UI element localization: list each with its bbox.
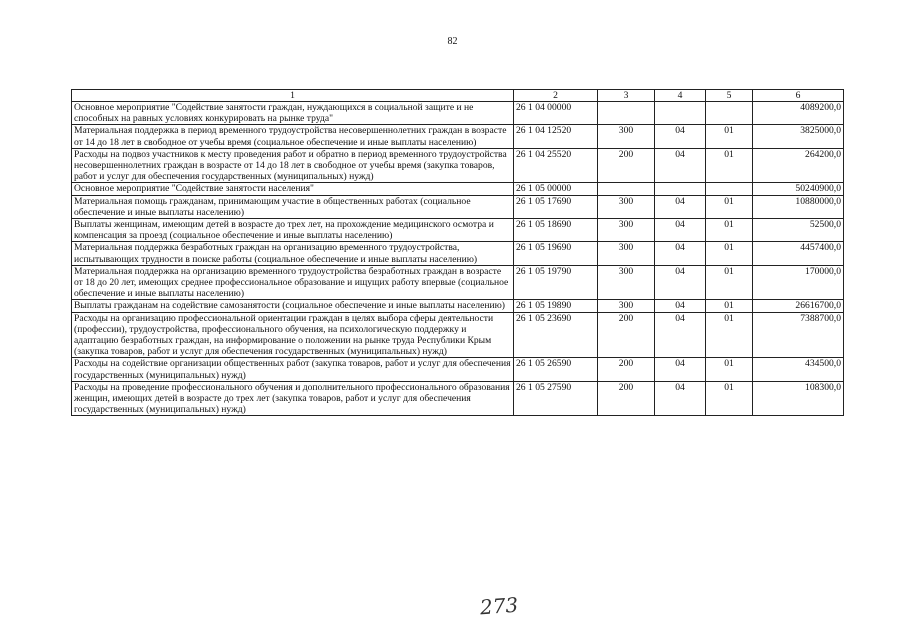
cell-name: Расходы на организацию профессиональной ориентации граждан в целях выбора сферы деятельности (профессии), трудоустройства, профессионального обучения, на психологическую поддержку и адаптацию безработных граждан, на информирование о положении на рынке труда Республики Крым (закупка товаров, работ и услуг для обеспечения государственных (муниципальных) нужд): [72, 312, 514, 358]
cell-col4: 04: [655, 219, 706, 242]
cell-col5: 01: [706, 381, 753, 416]
cell-col5: 01: [706, 195, 753, 218]
cell-code: 26 1 05 23690: [514, 312, 598, 358]
cell-code: 26 1 05 19890: [514, 300, 598, 312]
table-row: [72, 195, 844, 218]
cell-col4: 04: [655, 242, 706, 265]
cell-name: Материальная поддержка безработных граждан на организацию временного трудоустройства, испытывающих трудности в поиске работы (социальное обеспечение и иные выплаты населению): [72, 242, 514, 265]
column-header: 4: [655, 90, 706, 102]
cell-code: 26 1 04 12520: [514, 125, 598, 148]
cell-amount: 4457400,0: [753, 242, 844, 265]
cell-code: 26 1 05 18690: [514, 219, 598, 242]
column-header: 3: [598, 90, 655, 102]
cell-col5: 01: [706, 125, 753, 148]
cell-col3: [598, 102, 655, 125]
column-header: 1: [72, 90, 514, 102]
cell-col5: 01: [706, 242, 753, 265]
cell-amount: 26616700,0: [753, 300, 844, 312]
cell-col3: 300: [598, 125, 655, 148]
column-header: 5: [706, 90, 753, 102]
cell-amount: 170000,0: [753, 265, 844, 300]
cell-name: Материальная поддержка в период временного трудоустройства несовершеннолетних граждан в возрасте от 14 до 18 лет в свободное от учебы время (социальное обеспечение и иные выплаты населению): [72, 125, 514, 148]
cell-col4: 04: [655, 358, 706, 381]
handwritten-page-note: 273: [479, 592, 519, 620]
cell-col3: 300: [598, 265, 655, 300]
cell-name: Выплаты женщинам, имеющим детей в возрасте до трех лет, на прохождение медицинского осмотра и компенсация за проезд (социальное обеспечение и иные выплаты населению): [72, 219, 514, 242]
table-row: [72, 125, 844, 148]
cell-col5: 01: [706, 300, 753, 312]
cell-code: 26 1 05 17690: [514, 195, 598, 218]
cell-amount: 52500,0: [753, 219, 844, 242]
cell-amount: 264200,0: [753, 148, 844, 183]
cell-col4: 04: [655, 265, 706, 300]
cell-code: 26 1 04 00000: [514, 102, 598, 125]
table-row: [72, 312, 844, 358]
cell-code: 26 1 05 26590: [514, 358, 598, 381]
cell-col4: 04: [655, 312, 706, 358]
cell-name: Основное мероприятие "Содействие занятости населения": [72, 183, 514, 195]
cell-name: Материальная поддержка на организацию временного трудоустройства безработных граждан в возрасте от 18 до 20 лет, имеющих среднее профессиональное образование и ищущих работу впервые (социальное обеспечение и иные выплаты населению): [72, 265, 514, 300]
cell-amount: 108300,0: [753, 381, 844, 416]
cell-col3: 200: [598, 381, 655, 416]
budget-table: [71, 89, 844, 416]
cell-name: Основное мероприятие "Содействие занятости граждан, нуждающихся в социальной защите и не способных на равных условиях конкурировать на рынке труда": [72, 102, 514, 125]
cell-col5: 01: [706, 219, 753, 242]
table-row: [72, 300, 844, 312]
cell-col3: 300: [598, 242, 655, 265]
cell-col3: 300: [598, 219, 655, 242]
page-number: 82: [447, 36, 458, 47]
cell-amount: 10880000,0: [753, 195, 844, 218]
cell-code: 26 1 05 19690: [514, 242, 598, 265]
table-row: [72, 358, 844, 381]
header-row: [72, 90, 844, 102]
table-row: [72, 102, 844, 125]
column-header: 2: [514, 90, 598, 102]
cell-code: 26 1 05 27590: [514, 381, 598, 416]
cell-col4: 04: [655, 148, 706, 183]
table-row: [72, 148, 844, 183]
cell-name: Расходы на содействие организации общественных работ (закупка товаров, работ и услуг для обеспечения государственных (муниципальных) нужд): [72, 358, 514, 381]
cell-code: 26 1 05 19790: [514, 265, 598, 300]
cell-amount: 50240900,0: [753, 183, 844, 195]
table-row: [72, 242, 844, 265]
table-row: [72, 265, 844, 300]
cell-col3: 300: [598, 300, 655, 312]
cell-code: 26 1 05 00000: [514, 183, 598, 195]
cell-amount: 434500,0: [753, 358, 844, 381]
cell-col4: [655, 183, 706, 195]
cell-col3: 300: [598, 195, 655, 218]
cell-col3: 200: [598, 312, 655, 358]
cell-col4: [655, 102, 706, 125]
cell-col3: 200: [598, 358, 655, 381]
cell-name: Материальная помощь гражданам, принимающим участие в общественных работах (социальное обеспечение и иные выплаты населению): [72, 195, 514, 218]
cell-col5: 01: [706, 265, 753, 300]
cell-col5: 01: [706, 312, 753, 358]
table-row: [72, 219, 844, 242]
cell-col4: 04: [655, 195, 706, 218]
column-header: 6: [753, 90, 844, 102]
cell-amount: 7388700,0: [753, 312, 844, 358]
cell-col5: 01: [706, 148, 753, 183]
cell-col4: 04: [655, 300, 706, 312]
cell-col5: [706, 183, 753, 195]
cell-col5: [706, 102, 753, 125]
cell-col4: 04: [655, 125, 706, 148]
cell-amount: 3825000,0: [753, 125, 844, 148]
cell-col3: 200: [598, 148, 655, 183]
table-row: [72, 183, 844, 195]
cell-name: Расходы на подвоз участников к месту проведения работ и обратно в период временного трудоустройства несовершеннолетних граждан в возрасте от 14 до 18 лет в свободное от учебы время (закупка товаров, работ и услуг для обеспечения государственных (муниципальных) нужд): [72, 148, 514, 183]
cell-name: Расходы на проведение профессионального обучения и дополнительного профессионального образования женщин, имеющих детей в возрасте до трех лет (закупка товаров, работ и услуг для обеспечения государственных (муниципальных) нужд): [72, 381, 514, 416]
cell-col4: 04: [655, 381, 706, 416]
table-row: [72, 381, 844, 416]
cell-name: Выплаты гражданам на содействие самозанятости (социальное обеспечение и иные выплаты населению): [72, 300, 514, 312]
cell-amount: 4089200,0: [753, 102, 844, 125]
cell-col5: 01: [706, 358, 753, 381]
cell-code: 26 1 04 25520: [514, 148, 598, 183]
cell-col3: [598, 183, 655, 195]
